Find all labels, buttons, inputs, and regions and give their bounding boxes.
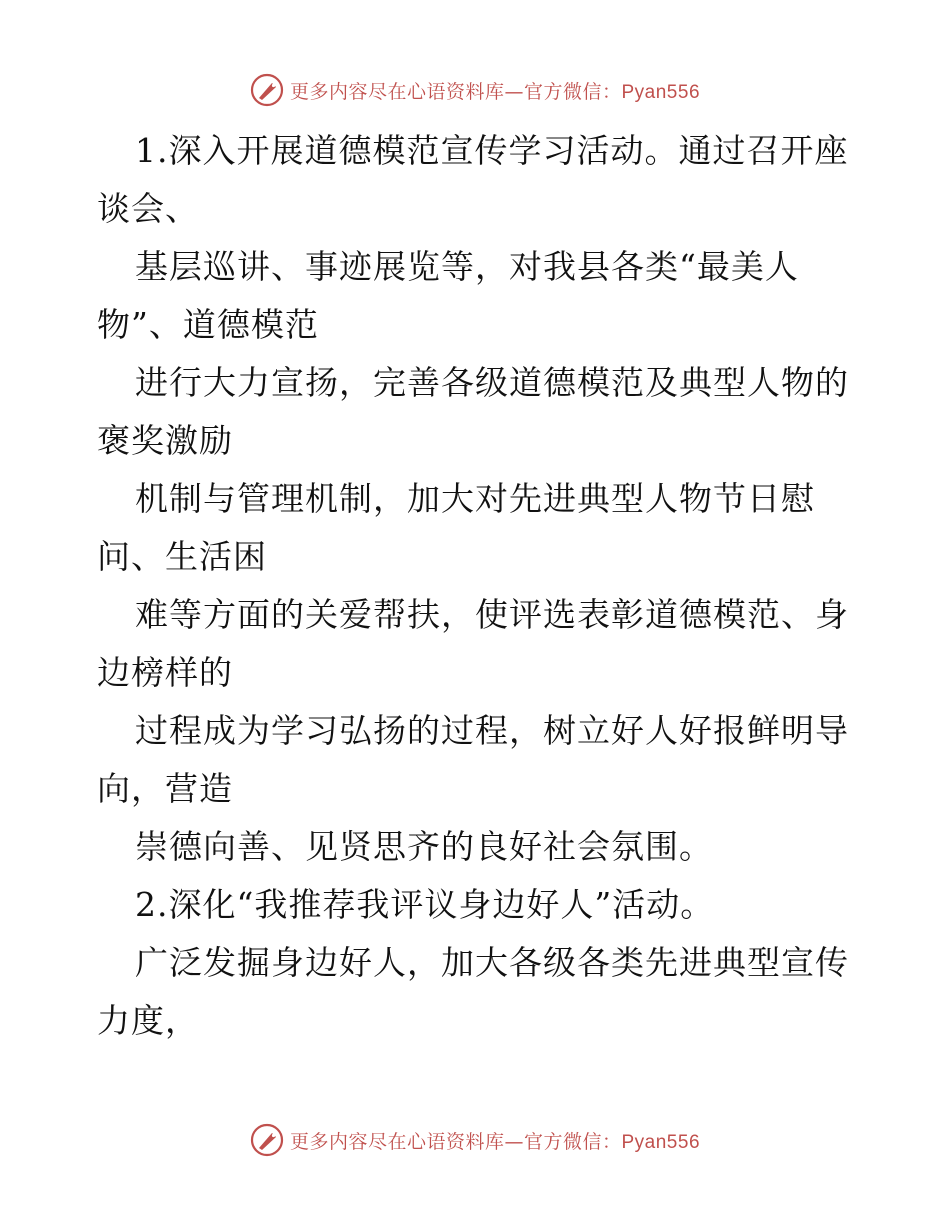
footer-banner-wechat-id: Pyan556 — [621, 1131, 701, 1153]
pen-nib-logo-icon — [250, 73, 284, 107]
paragraph-4: 机制与管理机制，加大对先进典型人物节日慰问、生活困 — [97, 479, 815, 576]
header-banner-text — [290, 77, 700, 104]
footer-banner — [0, 1120, 950, 1160]
paragraph-6: 过程成为学习弘扬的过程，树立好人好报鲜明导向，营造 — [97, 711, 849, 808]
paragraph-5: 难等方面的关爱帮扶，使评选表彰道德模范、身边榜样的 — [97, 595, 849, 692]
footer-banner-main: 更多内容尽在心语资料库 — [289, 1130, 505, 1153]
document-body — [97, 122, 857, 1050]
footer-banner-tail: 官方微信： — [523, 1130, 622, 1153]
paragraph-7: 崇德向善、见贤思齐的良好社会氛围。 — [135, 827, 713, 866]
paragraph-8: 2.深化“我推荐我评议身边好人”活动。 — [135, 885, 715, 924]
footer-banner-text — [290, 1127, 700, 1154]
pen-nib-logo-icon — [250, 1123, 284, 1157]
header-banner-separator: — — [504, 80, 524, 103]
paragraph-1: 1.深入开展道德模范宣传学习活动。通过召开座谈会、 — [97, 131, 849, 228]
header-banner — [0, 70, 950, 110]
paragraph-9: 广泛发掘身边好人，加大各级各类先进典型宣传力度， — [97, 943, 849, 1040]
header-banner-wechat-id: Pyan556 — [621, 81, 701, 103]
header-banner-tail: 官方微信： — [523, 80, 622, 103]
paragraph-3: 进行大力宣扬，完善各级道德模范及典型人物的褒奖激励 — [97, 363, 849, 460]
footer-banner-separator: — — [504, 1130, 524, 1153]
paragraph-2: 基层巡讲、事迹展览等，对我县各类“最美人物”、道德模范 — [97, 247, 799, 344]
header-banner-main: 更多内容尽在心语资料库 — [289, 80, 505, 103]
